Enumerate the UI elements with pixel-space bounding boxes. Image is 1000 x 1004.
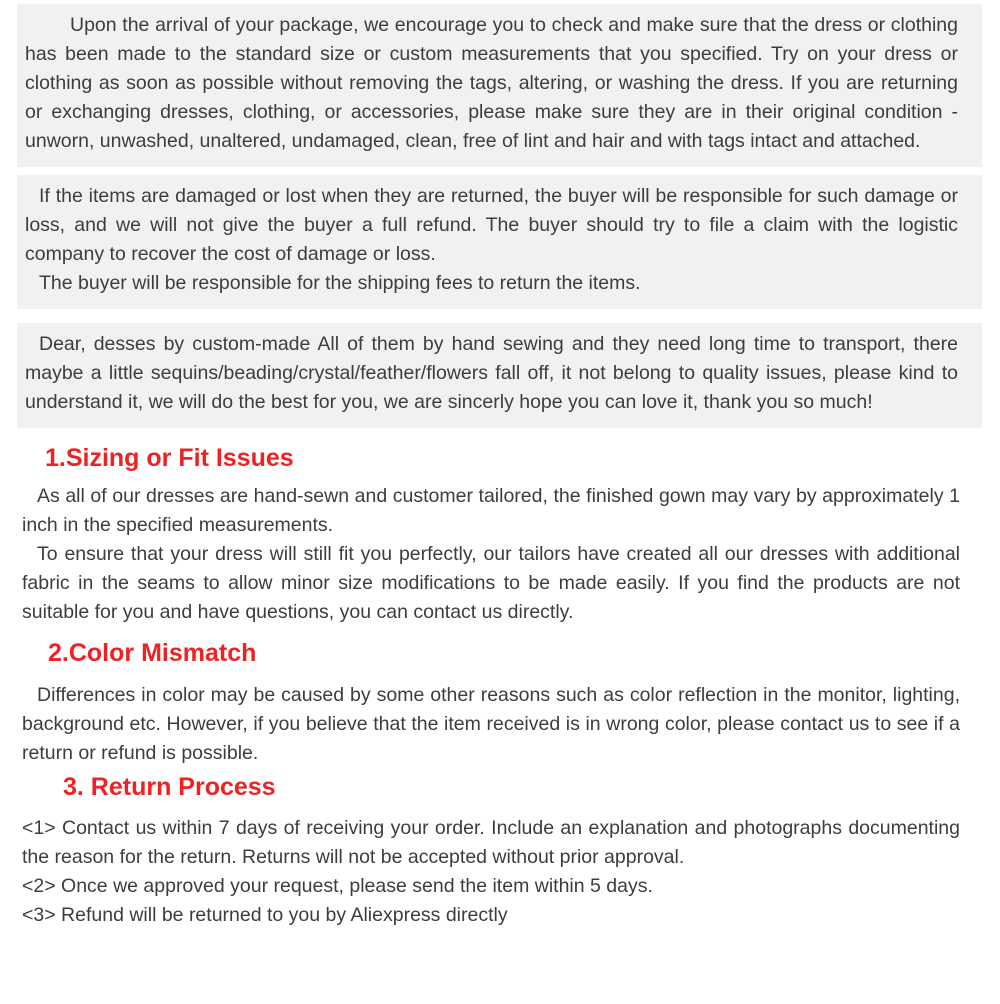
section-return-process [22, 774, 960, 930]
color-mismatch-paragraph: Differences in color may be caused by some other reasons such as color reflection in the monitor, lighting, background etc. However, if you believe that the item received is in wrong color, please contact us to see if a return or refund is possible. [22, 684, 960, 764]
notice-paragraph-damage-liability: If the items are damaged or lost when they are returned, the buyer will be responsible for such damage or loss, and we will not give the buyer a full refund. The buyer should try to file a claim with the logistic company to recover the cost of damage or loss. [25, 185, 958, 265]
sizing-paragraph-variance: As all of our dresses are hand-sewn and customer tailored, the finished gown may vary by approximately 1 inch in the specified measurements. [22, 485, 960, 536]
return-process-step-3: <3> Refund will be returned to you by Aliexpress directly [22, 904, 508, 926]
notice-box-handmade-disclaimer [17, 323, 982, 428]
sizing-paragraph-seam-allowance: To ensure that your dress will still fit you perfectly, our tailors have created all our dresses with additional fabric in the seams to allow minor size modifications to be made easily. If you find the products are not suitable for you and have questions, you can contact us directly. [22, 543, 960, 623]
section-color-mismatch [22, 640, 960, 768]
section-sizing-or-fit-issues [22, 445, 960, 627]
return-policy-document [0, 4, 1000, 1004]
section-heading-sizing-or-fit-issues: 1.Sizing or Fit Issues [45, 444, 294, 472]
section-heading-color-mismatch: 2.Color Mismatch [48, 639, 257, 667]
notice-box-damage-liability [17, 175, 982, 309]
notice-paragraph-handmade-disclaimer: Dear, desses by custom-made All of them by hand sewing and they need long time to transport, there maybe a little sequins/beading/crystal/feather/flowers fall off, it not belong to quality issues, please kind to understand it, we will do the best for you, we are sincerly hope you can love it, thank you so much! [25, 333, 958, 413]
return-process-step-1: <1> Contact us within 7 days of receiving your order. Include an explanation and photographs documenting the reason for the return. Returns will not be accepted without prior approval. [22, 817, 960, 868]
notice-paragraph-package-inspection: Upon the arrival of your package, we encourage you to check and make sure that the dress or clothing has been made to the standard size or custom measurements that you specified. Try on your dress or clothing as soon as possible without removing the tags, altering, or washing the dress. If you are returning or exchanging dresses, clothing, or accessories, please make sure they are in their original condition - unworn, unwashed, unaltered, undamaged, clean, free of lint and hair and with tags intact and attached. [25, 14, 958, 152]
notice-paragraph-shipping-fees: The buyer will be responsible for the shipping fees to return the items. [39, 272, 641, 294]
notice-box-package-inspection [17, 4, 982, 167]
return-process-step-2: <2> Once we approved your request, please send the item within 5 days. [22, 875, 653, 897]
section-heading-return-process: 3. Return Process [63, 773, 276, 801]
